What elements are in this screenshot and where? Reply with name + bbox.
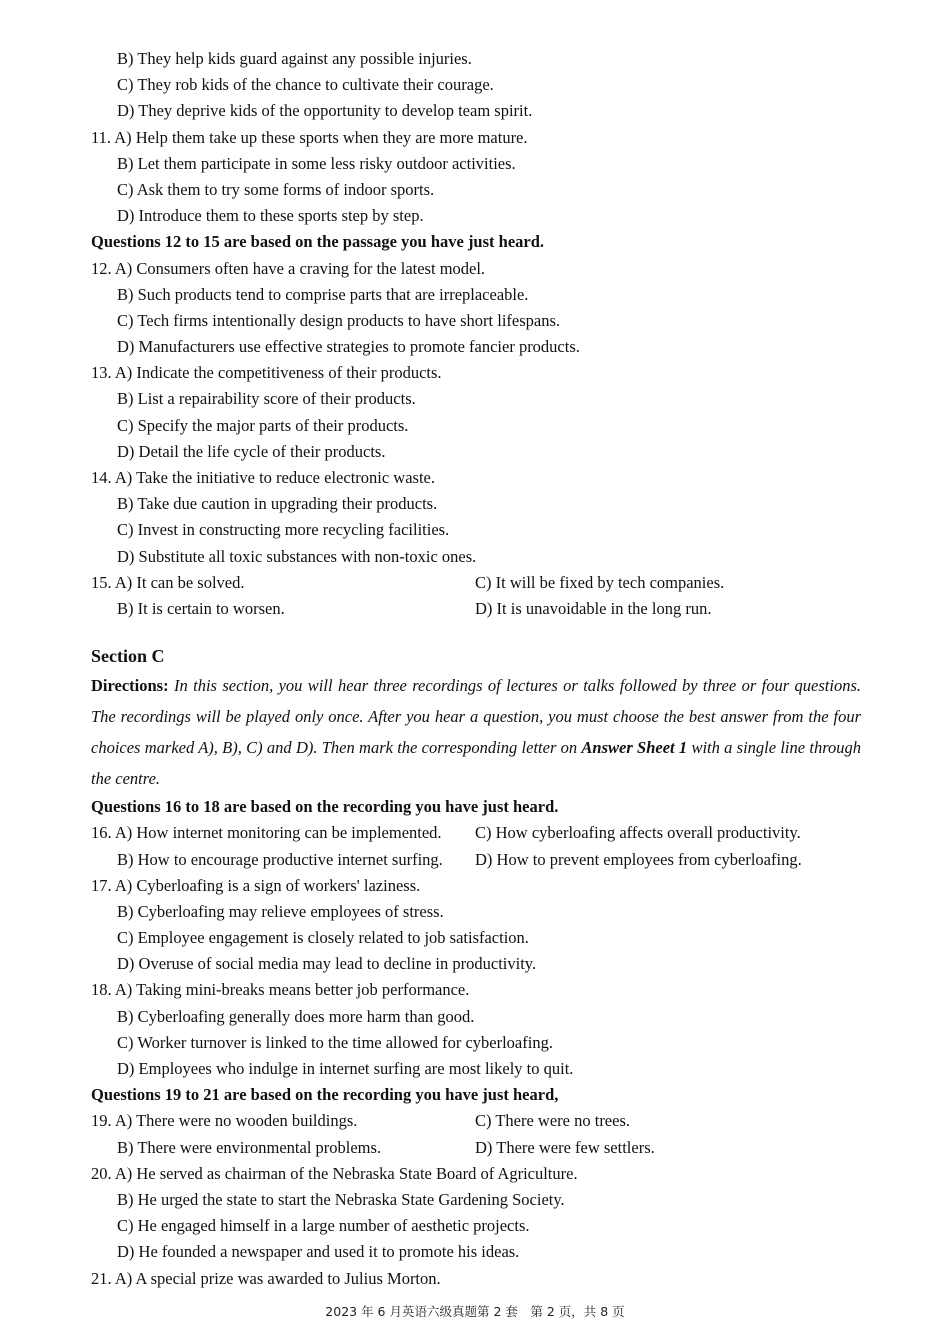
- q16-row-1: [91, 820, 861, 846]
- q15-row-2: [91, 596, 861, 622]
- q11-option-d: D) Introduce them to these sports step by step.: [117, 206, 424, 226]
- q18-option-c: C) Worker turnover is linked to the time allowed for cyberloafing.: [117, 1032, 553, 1052]
- q17-option-d: D) Overuse of social media may lead to decline in productivity.: [117, 954, 537, 974]
- q15-option-b: B) It is certain to worsen.: [117, 598, 285, 618]
- q19-option-a: 19. A) There were no wooden buildings.: [91, 1111, 358, 1131]
- q13-option-a: 13. A) Indicate the competitiveness of their products.: [91, 363, 442, 383]
- q10-option-b: B) They help kids guard against any possible injuries.: [117, 49, 472, 68]
- exam-page: [91, 46, 861, 1292]
- q13-option-d: D) Detail the life cycle of their products.: [117, 441, 386, 461]
- questions-19-21-heading: Questions 19 to 21 are based on the recording you have just heard,: [91, 1085, 559, 1105]
- directions-label: Directions:: [91, 676, 169, 696]
- q15-option-c: C) It will be fixed by tech companies.: [475, 572, 725, 592]
- q14-option-c: C) Invest in constructing more recycling facilities.: [117, 520, 450, 540]
- q13-option-b: B) List a repairability score of their products.: [117, 389, 416, 409]
- questions-16-18-heading: Questions 16 to 18 are based on the recording you have just heard.: [91, 797, 559, 817]
- q17-option-b: B) Cyberloafing may relieve employees of stress.: [117, 901, 444, 921]
- q20-option-d: D) He founded a newspaper and used it to promote his ideas.: [117, 1242, 520, 1262]
- section-c-title: Section C: [91, 646, 165, 667]
- q19-option-d: D) There were few settlers.: [475, 1137, 655, 1157]
- q11-option-b: B) Let them participate in some less risky outdoor activities.: [117, 153, 516, 173]
- q16-option-c: C) How cyberloafing affects overall productivity.: [475, 823, 801, 843]
- q12-option-c: C) Tech firms intentionally design products to have short lifespans.: [117, 310, 561, 330]
- directions-text-1: In this section, you will hear three recordings of lectures or talks followed by three or four questions. The recordings will be played only once. After you hear a question, you must choose the best answer from the four choices marked A), B), C) and D). Then mark the corresponding letter on: [91, 676, 862, 758]
- page-footer: 2023 年 6 月英语六级真题第 2 套 第 2 页，共 8 页: [325, 1304, 625, 1319]
- q11-option-c: C) Ask them to try some forms of indoor sports.: [117, 179, 435, 199]
- answer-sheet-label: Answer Sheet 1: [581, 738, 688, 758]
- q16-row-2: [91, 847, 861, 873]
- q16-option-a: 16. A) How internet monitoring can be implemented.: [91, 823, 442, 843]
- q21-option-a: 21. A) A special prize was awarded to Julius Morton.: [91, 1268, 441, 1288]
- q11-option-a: 11. A) Help them take up these sports when they are more mature.: [91, 127, 528, 147]
- q10-option-d: D) They deprive kids of the opportunity to develop team spirit.: [117, 101, 533, 121]
- q19-option-b: B) There were environmental problems.: [117, 1137, 382, 1157]
- q19-row-1: [91, 1108, 861, 1134]
- q18-option-b: B) Cyberloafing generally does more harm than good.: [117, 1006, 475, 1026]
- q12-option-b: B) Such products tend to comprise parts that are irreplaceable.: [117, 284, 529, 304]
- q17-option-c: C) Employee engagement is closely related to job satisfaction.: [117, 928, 529, 948]
- q16-option-b: B) How to encourage productive internet surfing.: [117, 849, 443, 869]
- q18-option-a: 18. A) Taking mini-breaks means better job performance.: [91, 980, 470, 1000]
- q14-option-d: D) Substitute all toxic substances with non-toxic ones.: [117, 546, 477, 566]
- q16-option-d: D) How to prevent employees from cyberloafing.: [475, 849, 802, 869]
- q10-option-c: C) They rob kids of the chance to cultivate their courage.: [117, 75, 494, 95]
- q12-option-d: D) Manufacturers use effective strategies to promote fancier products.: [117, 337, 580, 357]
- q12-option-a: 12. A) Consumers often have a craving for the latest model.: [91, 258, 486, 278]
- q15-row-1: [91, 570, 861, 596]
- q13-option-c: C) Specify the major parts of their products.: [117, 415, 409, 435]
- q18-option-d: D) Employees who indulge in internet surfing are most likely to quit.: [117, 1059, 574, 1078]
- q17-option-a: 17. A) Cyberloafing is a sign of workers' laziness.: [91, 875, 421, 895]
- q20-option-b: B) He urged the state to start the Nebraska State Gardening Society.: [117, 1189, 565, 1209]
- directions-text-2: with a single line through the centre.: [91, 738, 862, 789]
- q20-option-a: 20. A) He served as chairman of the Nebraska State Board of Agriculture.: [91, 1163, 578, 1183]
- section-c-directions: [91, 670, 861, 794]
- questions-12-15-heading: Questions 12 to 15 are based on the passage you have just heard.: [91, 232, 545, 252]
- q15-option-a: 15. A) It can be solved.: [91, 572, 245, 592]
- q15-option-d: D) It is unavoidable in the long run.: [475, 598, 712, 618]
- q14-option-a: 14. A) Take the initiative to reduce electronic waste.: [91, 468, 435, 487]
- q20-option-c: C) He engaged himself in a large number of aesthetic projects.: [117, 1216, 530, 1236]
- q19-row-2: [91, 1135, 861, 1161]
- q14-option-b: B) Take due caution in upgrading their products.: [117, 494, 438, 514]
- q19-option-c: C) There were no trees.: [475, 1111, 631, 1131]
